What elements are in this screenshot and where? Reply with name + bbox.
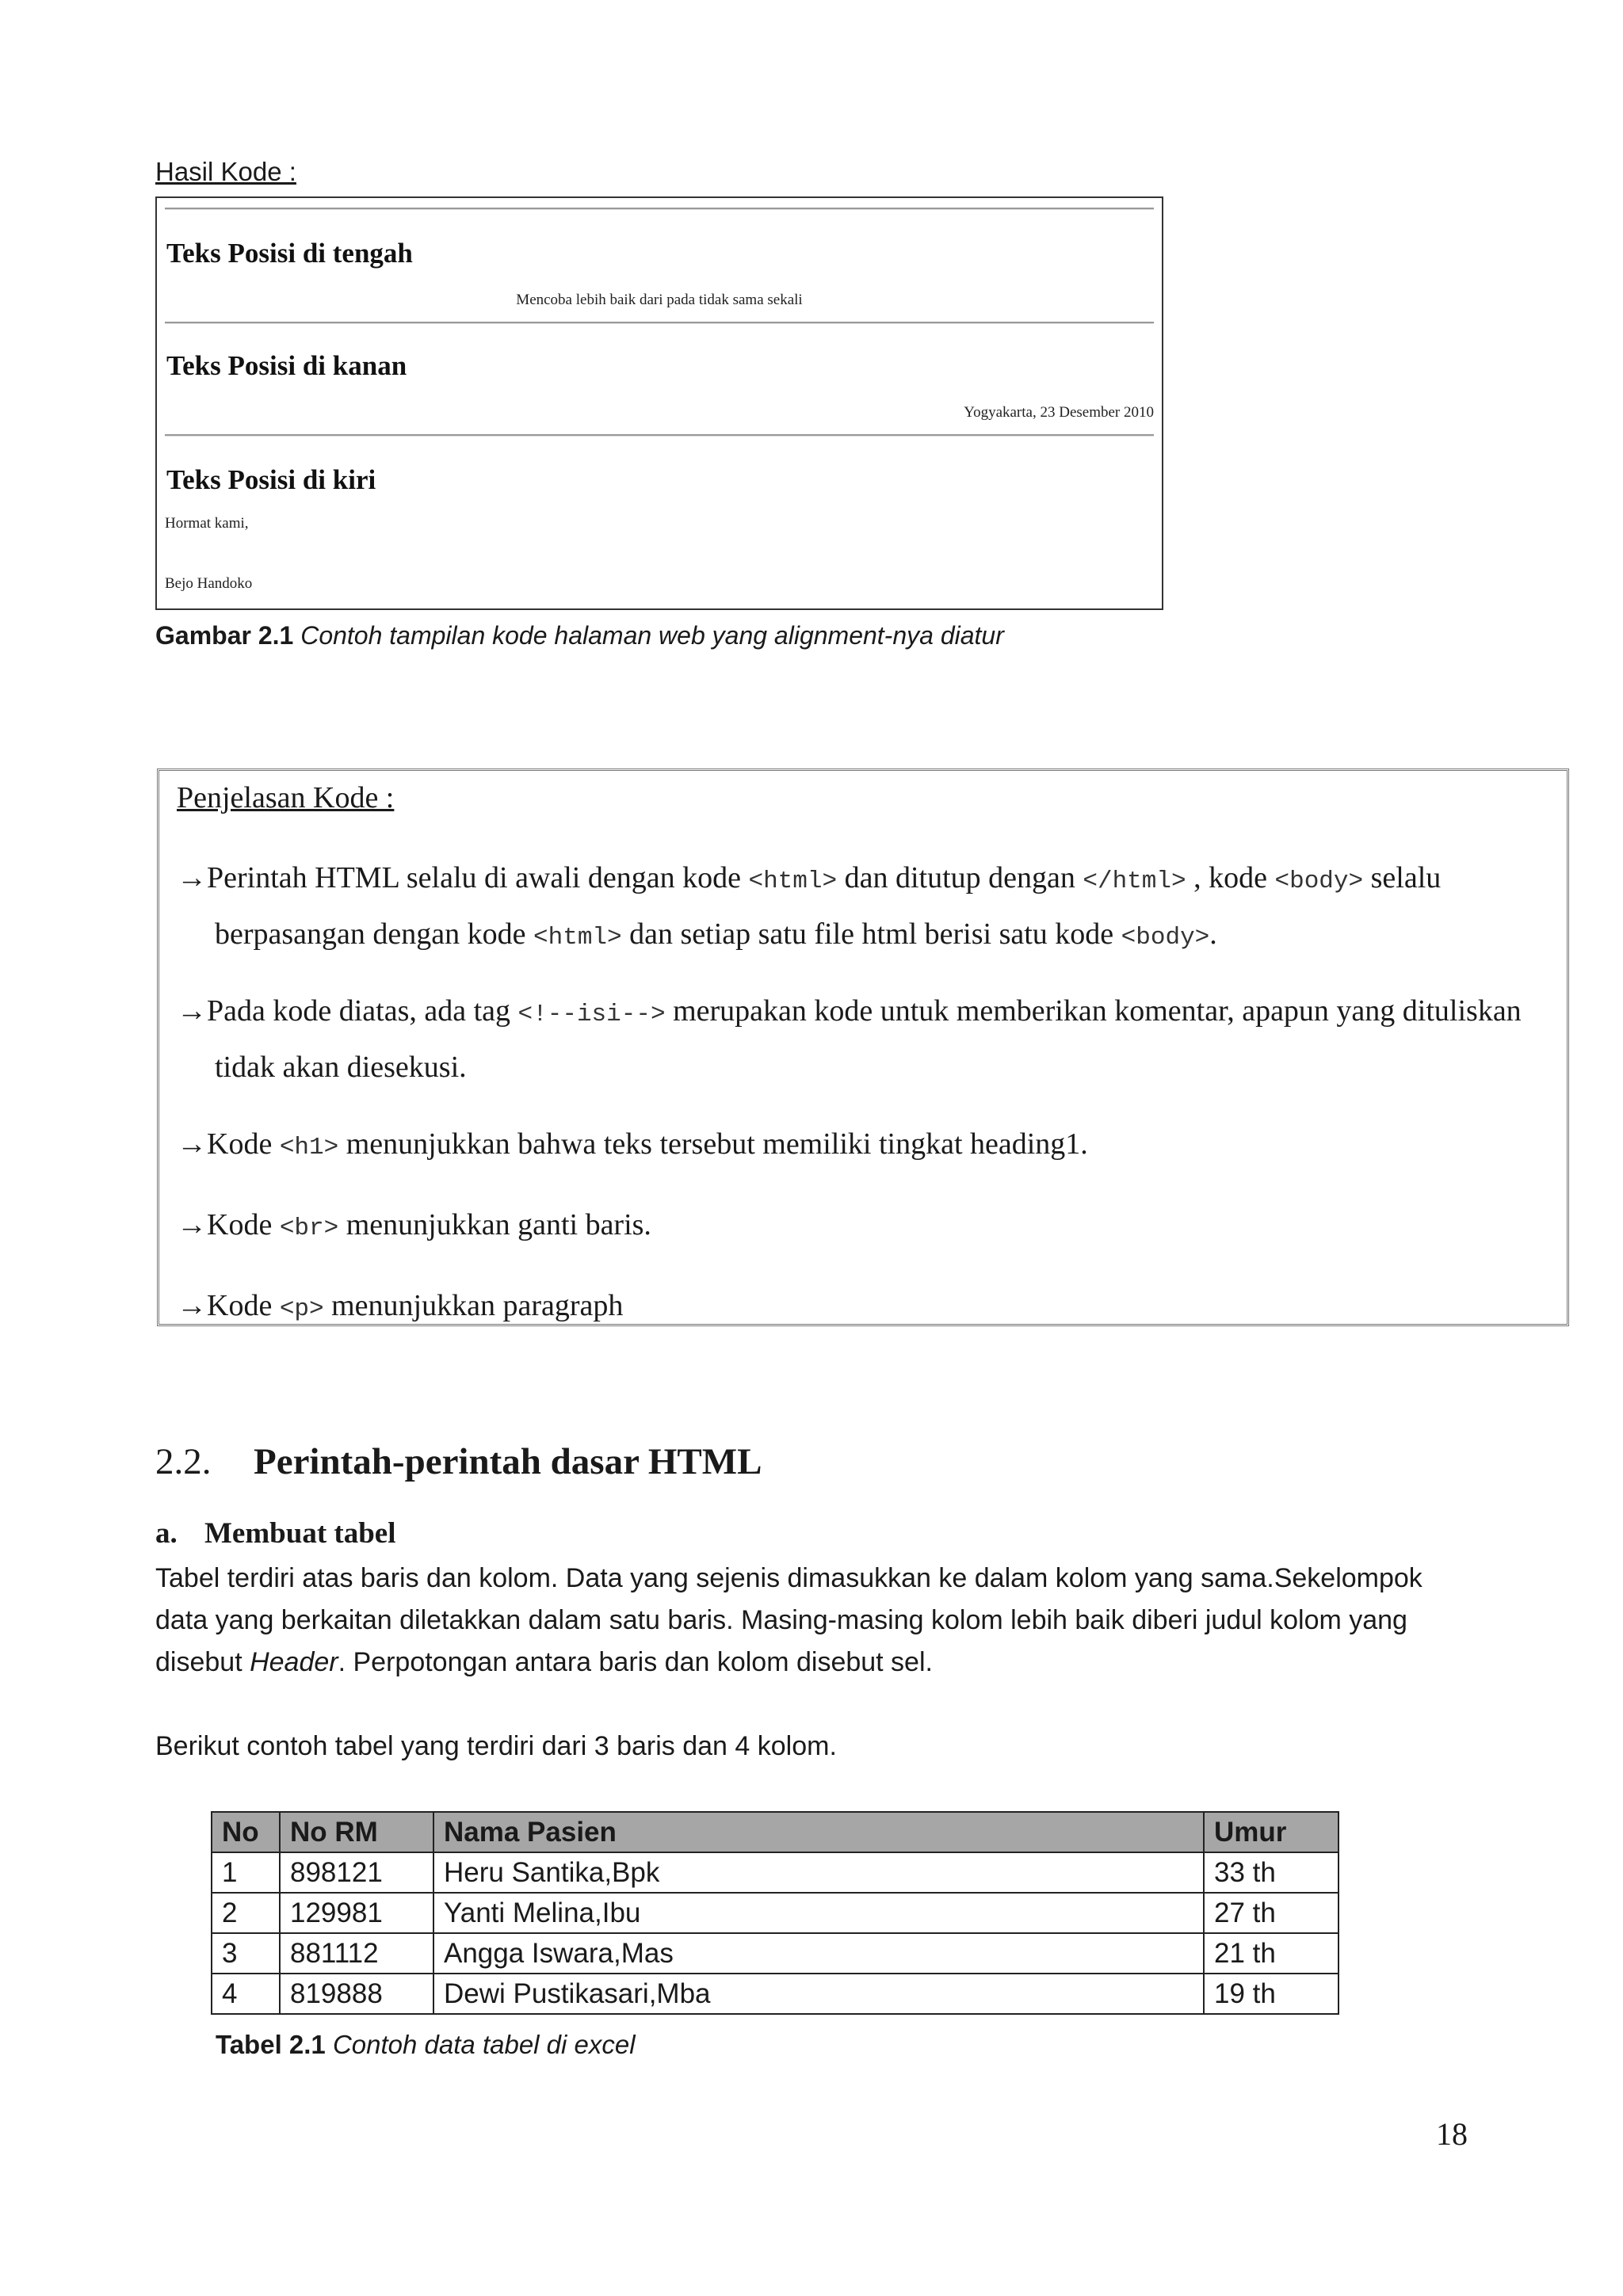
table-caption	[216, 2030, 636, 2060]
table-cell: 27 th	[1204, 1893, 1338, 1933]
text: menunjukkan paragraph	[323, 1289, 624, 1322]
code-html-close: </html>	[1083, 868, 1186, 895]
text-right: Yogyakarta, 23 Desember 2010	[964, 404, 1154, 421]
subsection-title: Membuat tabel	[204, 1517, 396, 1550]
section-number: 2.2.	[155, 1441, 212, 1482]
table-row	[212, 1893, 1338, 1933]
text: Kode	[207, 1127, 280, 1161]
text: Kode	[207, 1289, 280, 1322]
arrow-icon: →	[177, 1127, 207, 1161]
code-explanation-box	[157, 769, 1569, 1326]
table-cell: 33 th	[1204, 1852, 1338, 1893]
table-cell: 2	[212, 1893, 280, 1933]
table-cell: 819888	[280, 1974, 433, 2014]
text-center: Mencoba lebih baik dari pada tidak sama sekali	[516, 292, 803, 308]
paragraph-line: data yang berkaitan diletakkan dalam satu baris. Masing-masing kolom lebih baik diberi judul kolom yang	[155, 1605, 1407, 1635]
table-cell: 1	[212, 1852, 280, 1893]
text: menunjukkan bahwa teks tersebut memiliki tingkat heading1.	[338, 1127, 1088, 1161]
table-cell: Dewi Pustikasari,Mba	[433, 1974, 1204, 2014]
text: menunjukkan ganti baris.	[338, 1208, 651, 1241]
text: disebut	[155, 1647, 250, 1677]
explanation-item	[177, 1199, 1548, 1255]
text: Pada kode diatas, ada tag	[207, 994, 518, 1028]
paragraph-line	[155, 1642, 1471, 1684]
table-cell: 19 th	[1204, 1974, 1338, 2014]
code-body: <body>	[1274, 868, 1364, 895]
explanation-item	[177, 852, 1548, 964]
explanation-item	[177, 1118, 1548, 1174]
table-cell: 4	[212, 1974, 280, 2014]
table-cell: 129981	[280, 1893, 433, 1933]
arrow-icon: →	[177, 994, 207, 1028]
heading-right: Teks Posisi di kanan	[166, 350, 407, 381]
paragraph-intro-table: Berikut contoh tabel yang terdiri dari 3 baris dan 4 kolom.	[155, 1731, 837, 1761]
table-row	[212, 1933, 1338, 1974]
text: selalu	[1363, 861, 1442, 894]
arrow-icon: →	[177, 861, 207, 894]
text: , kode	[1186, 861, 1275, 894]
patient-table	[211, 1811, 1339, 2015]
caption-label: Gambar 2.1	[155, 621, 294, 650]
code-h1: <h1>	[279, 1134, 339, 1161]
paragraph-description	[155, 1558, 1471, 1684]
code-body: <body>	[1121, 924, 1210, 952]
explanation-item	[177, 1280, 1548, 1326]
horizontal-rule	[165, 322, 1154, 324]
table-cell: 3	[212, 1933, 280, 1974]
code-html: <html>	[533, 924, 622, 952]
text: Kode	[207, 1208, 280, 1241]
text: .	[1209, 917, 1217, 951]
code-p: <p>	[279, 1295, 324, 1323]
caption-text: Contoh tampilan kode halaman web yang alignment-nya diatur	[300, 621, 1004, 650]
text-left-2: Bejo Handoko	[165, 575, 253, 592]
horizontal-rule	[165, 434, 1154, 437]
table-cell: 881112	[280, 1933, 433, 1974]
hasil-kode-label: Hasil Kode :	[155, 157, 296, 186]
table-row	[212, 1852, 1338, 1893]
column-header: Umur	[1204, 1812, 1338, 1852]
section-heading	[155, 1440, 762, 1483]
arrow-icon: →	[177, 1208, 207, 1241]
text: dan ditutup dengan	[837, 861, 1083, 894]
explanation-item	[177, 985, 1548, 1093]
heading-center: Teks Posisi di tengah	[166, 238, 413, 269]
explanation-title: Penjelasan Kode :	[177, 781, 395, 814]
subsection-heading	[155, 1516, 396, 1550]
continuation-line	[177, 908, 1548, 964]
text: . Perpotongan antara baris dan kolom disebut sel.	[338, 1647, 933, 1677]
table-cell: Yanti Melina,Ibu	[433, 1893, 1204, 1933]
heading-left: Teks Posisi di kiri	[166, 464, 376, 495]
column-header: No RM	[280, 1812, 433, 1852]
code-comment: <!--isi-->	[517, 1001, 666, 1028]
page-number: 18	[1436, 2116, 1468, 2152]
table-cell: 21 th	[1204, 1933, 1338, 1974]
paragraph-line: Tabel terdiri atas baris dan kolom. Data yang sejenis dimasukkan ke dalam kolom yang sama.Sekelompok	[155, 1563, 1423, 1593]
subsection-letter: a.	[155, 1517, 178, 1550]
caption-label: Tabel 2.1	[216, 2030, 326, 2059]
continuation-line	[177, 1041, 1548, 1093]
text: dan setiap satu file html berisi satu kode	[621, 917, 1121, 951]
table-cell: Angga Iswara,Mas	[433, 1933, 1204, 1974]
figure-rendered-page	[155, 196, 1163, 610]
code-html: <html>	[748, 868, 838, 895]
caption-text: Contoh data tabel di excel	[332, 2030, 636, 2059]
text: Perintah HTML selalu di awali dengan kode	[207, 861, 749, 894]
column-header: No	[212, 1812, 280, 1852]
code-br: <br>	[279, 1215, 339, 1242]
text-left-1: Hormat kami,	[165, 515, 249, 532]
table-cell: Heru Santika,Bpk	[433, 1852, 1204, 1893]
table-cell: 898121	[280, 1852, 433, 1893]
figure-caption	[155, 621, 1004, 650]
column-header: Nama Pasien	[433, 1812, 1204, 1852]
horizontal-rule	[165, 208, 1154, 210]
table-row	[212, 1974, 1338, 2014]
text: berpasangan dengan kode	[215, 917, 534, 951]
text: merupakan kode untuk memberikan komentar, apapun yang dituliskan	[665, 994, 1522, 1028]
arrow-icon: →	[177, 1289, 207, 1322]
term-header: Header	[250, 1647, 338, 1677]
text: tidak akan diesekusi.	[215, 1051, 467, 1084]
section-title: Perintah-perintah dasar HTML	[254, 1441, 762, 1482]
table-header-row	[212, 1812, 1338, 1852]
